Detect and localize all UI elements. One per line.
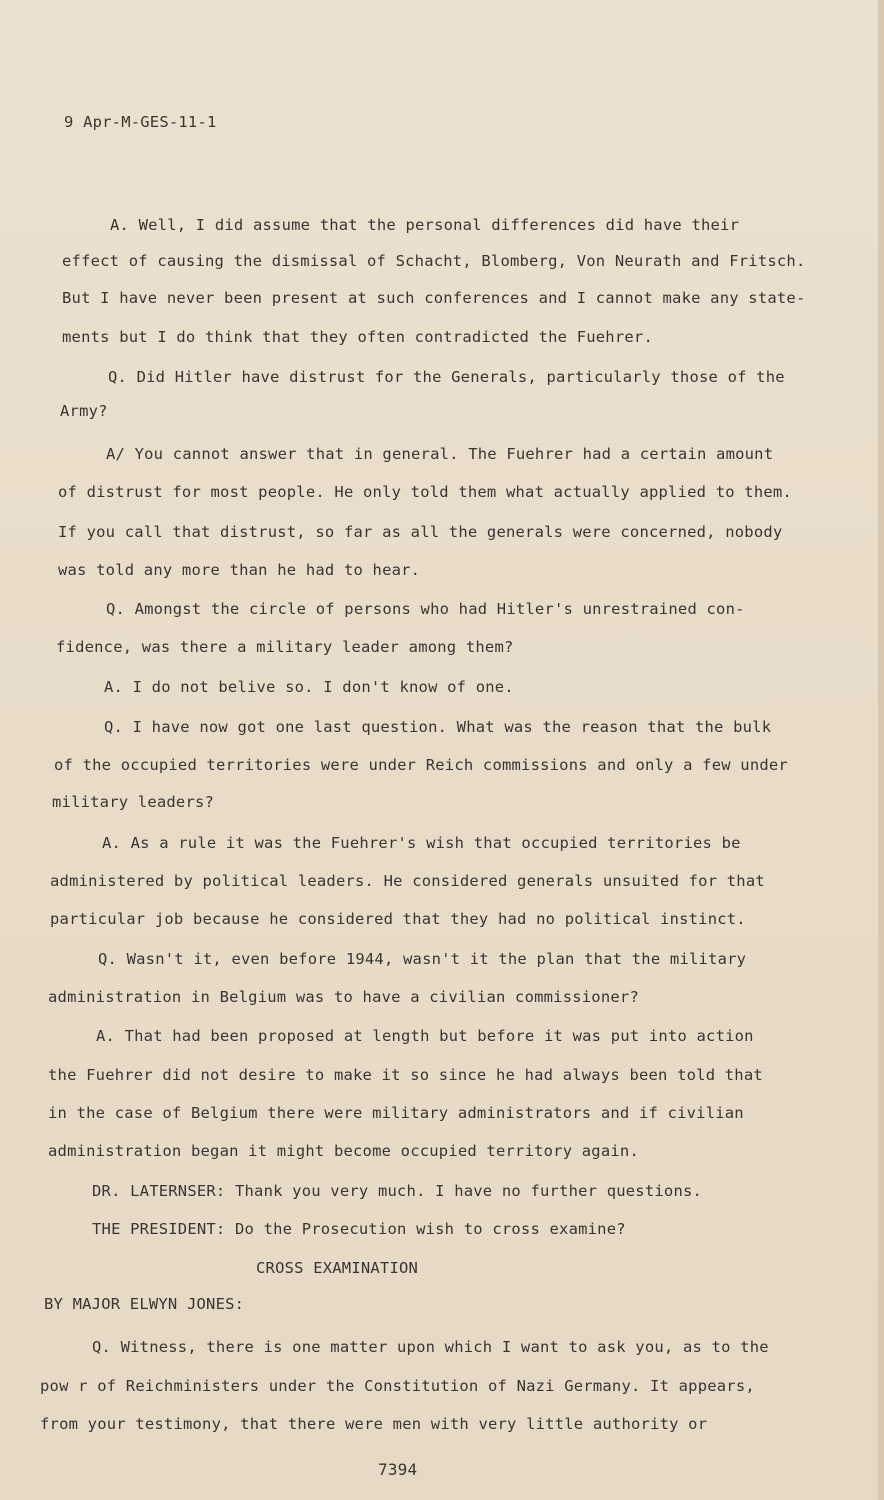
- text-line: A/ You cannot answer that in general. The Fuehrer had a certain amount: [106, 445, 774, 463]
- text-line: Army?: [60, 402, 108, 420]
- text-line: pow r of Reichministers under the Constitution of Nazi Germany. It appears,: [40, 1377, 755, 1395]
- text-line: military leaders?: [52, 793, 215, 811]
- text-line: A. As a rule it was the Fuehrer's wish that occupied territories be: [102, 834, 741, 852]
- text-line: A. Well, I did assume that the personal differences did have their: [110, 216, 740, 234]
- text-line: A. That had been proposed at length but before it was put into action: [96, 1027, 754, 1045]
- text-line: administration began it might become occupied territory again.: [48, 1142, 639, 1160]
- page-header: 9 Apr-M-GES-11-1: [64, 113, 217, 131]
- text-line: A. I do not belive so. I don't know of one.: [104, 678, 514, 696]
- text-line: the Fuehrer did not desire to make it so since he had always been told that: [48, 1066, 763, 1084]
- section-heading: CROSS EXAMINATION: [256, 1259, 419, 1277]
- text-line: Q. Amongst the circle of persons who had Hitler's unrestrained con-: [106, 600, 745, 618]
- text-line: If you call that distrust, so far as all the generals were concerned, nobody: [58, 523, 783, 541]
- text-line: administration in Belgium was to have a civilian commissioner?: [48, 988, 639, 1006]
- text-line: Q. Did Hitler have distrust for the Generals, particularly those of the: [108, 368, 785, 386]
- text-line: Q. Wasn't it, even before 1944, wasn't it the plan that the military: [98, 950, 747, 968]
- text-line: But I have never been present at such conferences and I cannot make any state-: [62, 289, 806, 307]
- text-line: fidence, was there a military leader among them?: [56, 638, 514, 656]
- text-line: of distrust for most people. He only told them what actually applied to them.: [58, 483, 792, 501]
- text-line: from your testimony, that there were men with very little authority or: [40, 1415, 708, 1433]
- text-line: ments but I do think that they often contradicted the Fuehrer.: [62, 328, 653, 346]
- text-line: DR. LATERNSER: Thank you very much. I have no further questions.: [92, 1182, 703, 1200]
- text-line: administered by political leaders. He considered generals unsuited for that: [50, 872, 765, 890]
- text-line: in the case of Belgium there were military administrators and if civilian: [48, 1104, 744, 1122]
- page-edge: [878, 0, 884, 1500]
- examiner-line: BY MAJOR ELWYN JONES:: [44, 1295, 245, 1313]
- text-line: particular job because he considered that they had no political instinct.: [50, 910, 746, 928]
- text-line: Q. Witness, there is one matter upon which I want to ask you, as to the: [92, 1338, 769, 1356]
- text-line: was told any more than he had to hear.: [58, 561, 421, 579]
- text-line: THE PRESIDENT: Do the Prosecution wish to cross examine?: [92, 1220, 626, 1238]
- text-line: Q. I have now got one last question. What was the reason that the bulk: [104, 718, 772, 736]
- text-line: of the occupied territories were under Reich commissions and only a few under: [54, 756, 788, 774]
- text-line: effect of causing the dismissal of Schacht, Blomberg, Von Neurath and Fritsch.: [62, 252, 806, 270]
- page-number: 7394: [378, 1460, 418, 1479]
